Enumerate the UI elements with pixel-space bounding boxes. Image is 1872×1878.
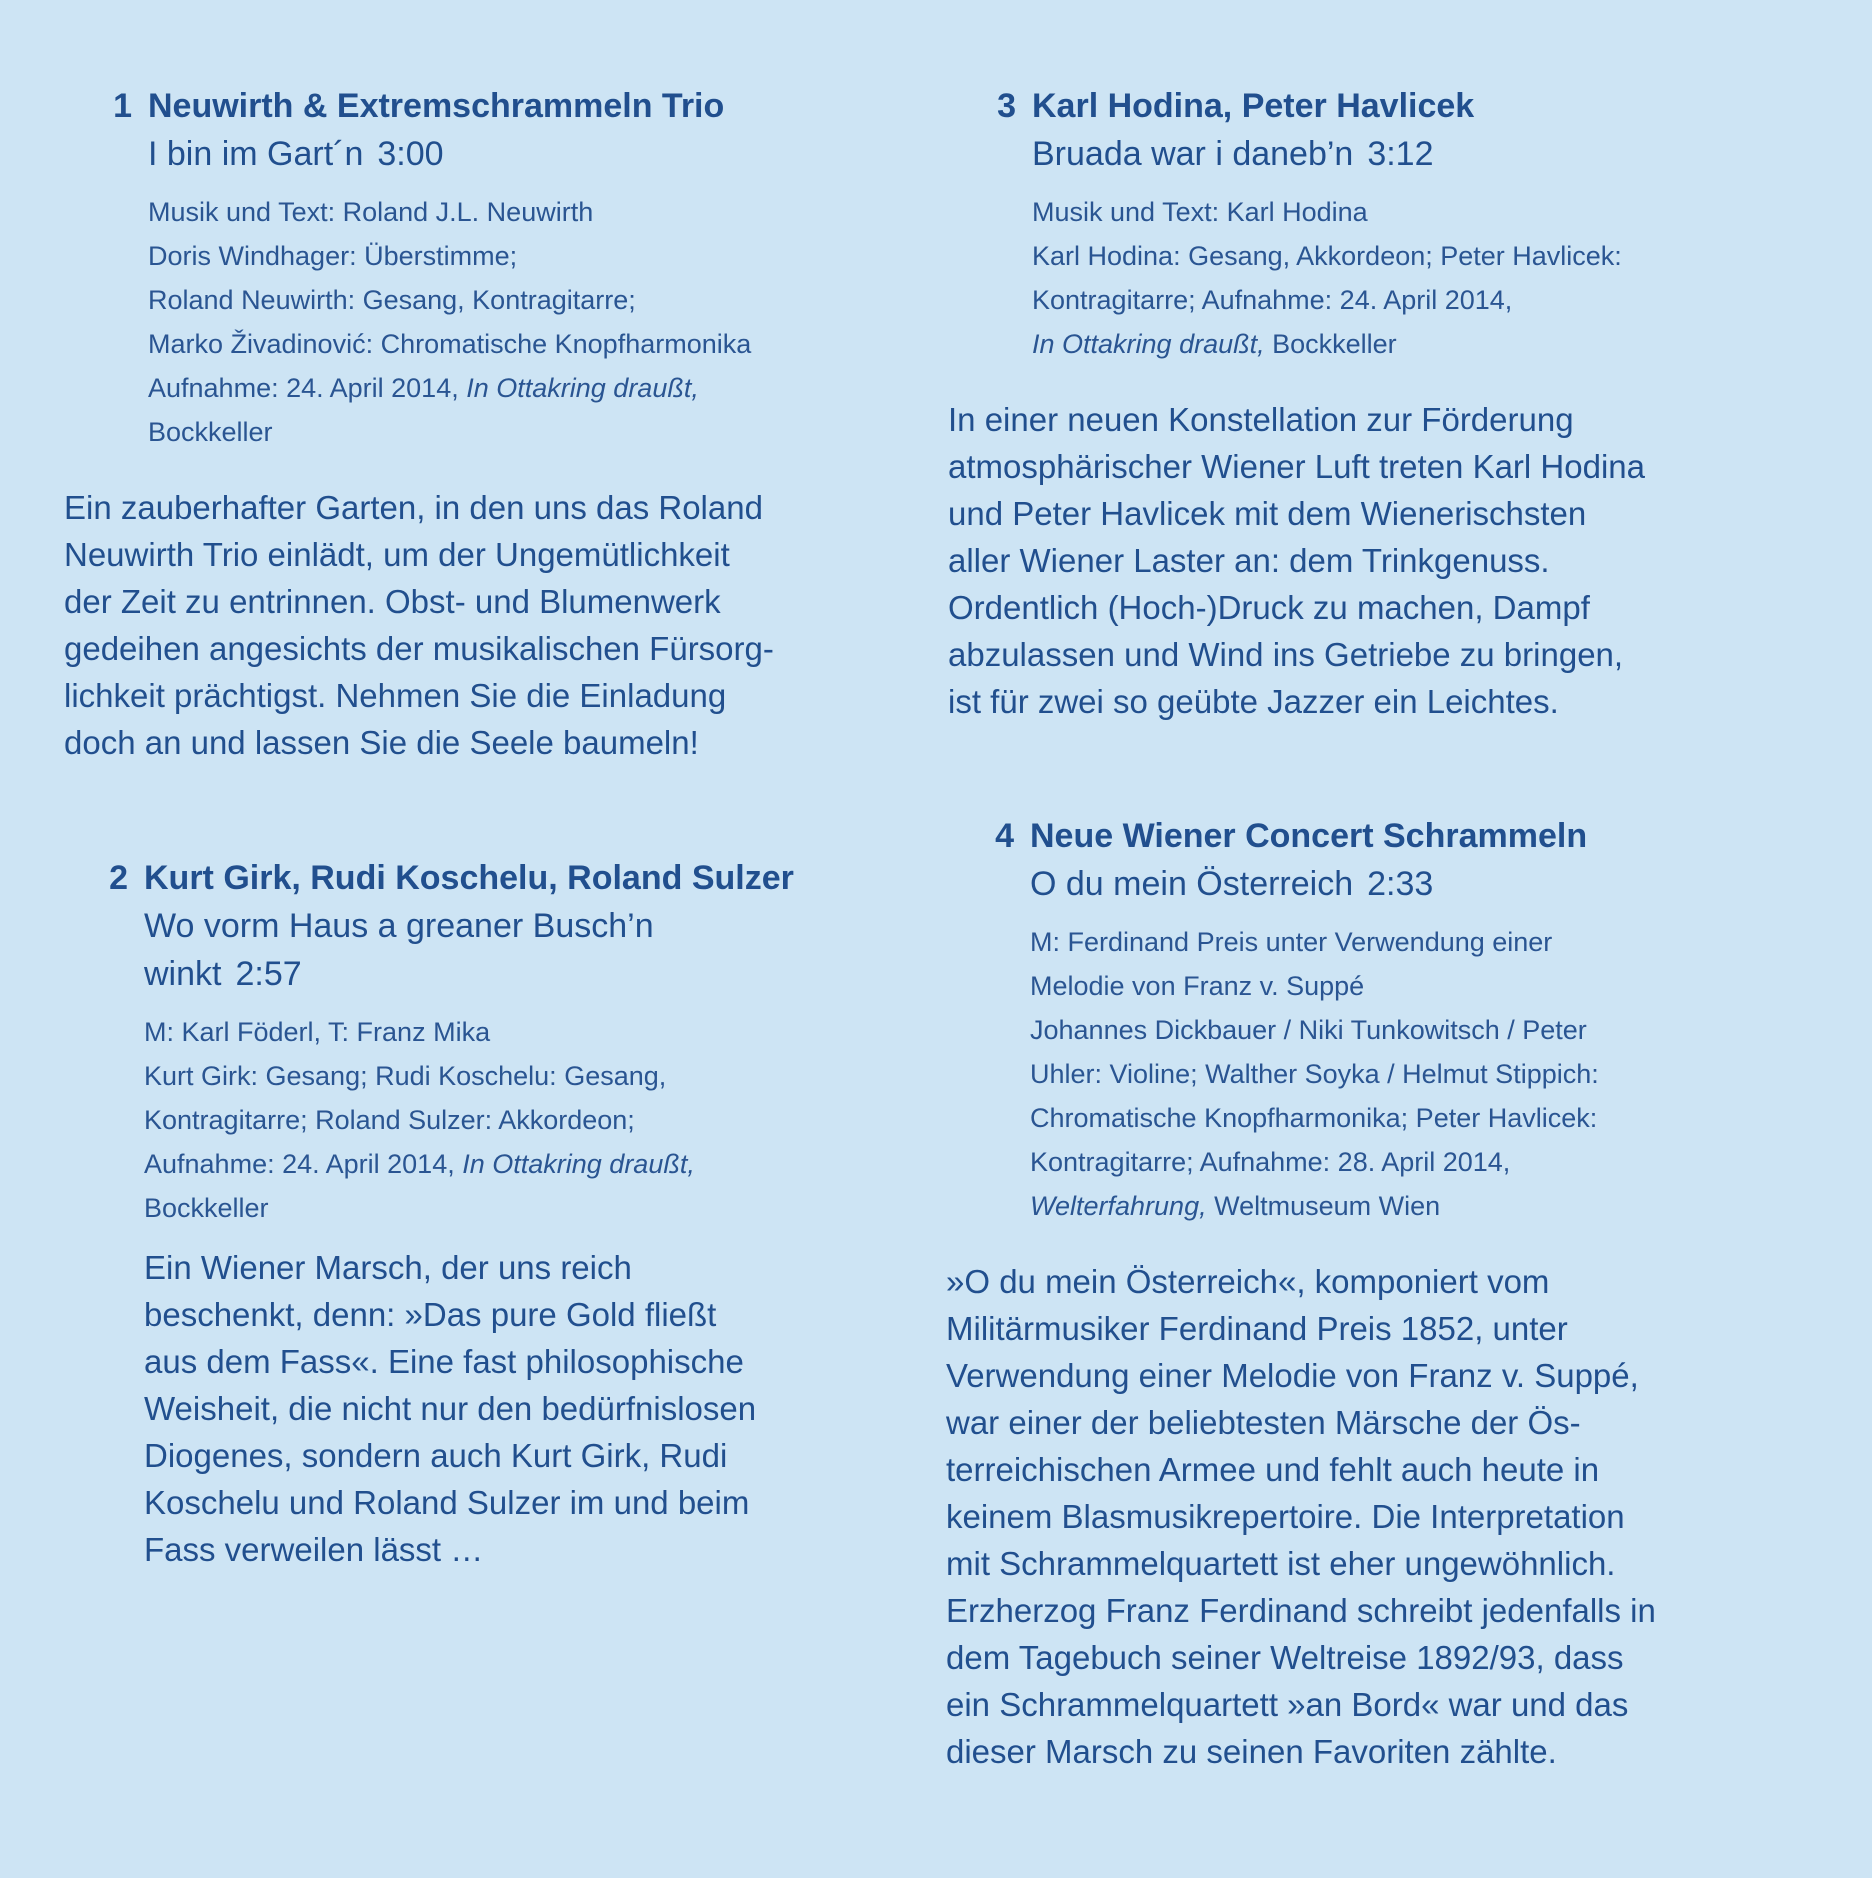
track-credits (968, 190, 1848, 366)
recording-venue: Weltmuseum Wien (1214, 1191, 1441, 1221)
track-description (64, 484, 924, 766)
track-title (144, 950, 920, 998)
track-title (148, 130, 924, 178)
credit-line: Karl Hodina: Gesang, Akkordeon; Peter Havlicek: (1032, 241, 1622, 271)
track-credits (84, 190, 924, 454)
description-line: abzulassen und Wind ins Getriebe zu bringen, (948, 636, 1624, 673)
description-line: Verwendung einer Melodie von Franz v. Suppé, (946, 1357, 1639, 1394)
credit-line: Marko Živadinović: Chromatische Knopfharmonika (148, 329, 752, 359)
track-title-text: Bruada war i daneb’n (1032, 135, 1354, 173)
description-line: Weisheit, die nicht nur den bedürfnislosen (144, 1390, 757, 1427)
track-header (968, 82, 1848, 178)
track-number: 3 (997, 87, 1016, 125)
credit-line: Roland Neuwirth: Gesang, Kontragitarre; (148, 285, 636, 315)
track-credits (80, 1010, 920, 1230)
credit-line: Uhler: Violine; Walther Soyka / Helmut Stippich: (1030, 1059, 1599, 1089)
track-4 (946, 812, 1846, 1775)
track-artist: Karl Hodina, Peter Havlicek (1032, 87, 1475, 125)
track-artist: Neuwirth & Extremschrammeln Trio (148, 87, 725, 125)
credit-line (1030, 1184, 1846, 1228)
credit-line: Kontragitarre; Roland Sulzer: Akkordeon; (144, 1105, 635, 1135)
recording-venue: Bockkeller (1272, 329, 1397, 359)
credit-line: Musik und Text: Karl Hodina (1032, 197, 1368, 227)
description-line: mit Schrammelquartett ist eher ungewöhnlich. (946, 1545, 1616, 1582)
track-duration: 3:12 (1367, 135, 1434, 173)
description-line: aller Wiener Laster an: dem Trinkgenuss. (948, 542, 1550, 579)
description-line: Neuwirth Trio einlädt, um der Ungemütlichkeit (64, 536, 730, 573)
credit-line (148, 366, 924, 410)
credit-line (144, 1142, 920, 1186)
description-line: Militärmusiker Ferdinand Preis 1852, unter (946, 1310, 1568, 1347)
credit-line: Doris Windhager: Überstimme; (148, 241, 518, 271)
track-title (1030, 860, 1846, 908)
track-2 (80, 854, 920, 1573)
recording-event: In Ottakring draußt, (1032, 329, 1265, 359)
track-header (966, 812, 1846, 908)
credit-line: Chromatische Knopfharmonika; Peter Havlicek: (1030, 1103, 1598, 1133)
description-line: Ein zauberhafter Garten, in den uns das Roland (64, 489, 763, 526)
description-line: beschenkt, denn: »Das pure Gold fließt (144, 1296, 717, 1333)
track-title-text: O du mein Österreich (1030, 865, 1354, 903)
description-line: Koschelu und Roland Sulzer im und beim (144, 1484, 750, 1521)
track-description (948, 396, 1848, 725)
recording-date: Aufnahme: 24. April 2014, (148, 373, 459, 403)
description-line: Ein Wiener Marsch, der uns reich (144, 1249, 632, 1286)
track-duration: 2:33 (1367, 865, 1434, 903)
track-title (1032, 130, 1848, 178)
track-number: 1 (113, 87, 132, 125)
track-title-text: I bin im Gart´n (148, 135, 364, 173)
track-1 (64, 82, 924, 766)
description-line: ist für zwei so geübte Jazzer ein Leichtes. (948, 683, 1559, 720)
description-line: keinem Blasmusikrepertoire. Die Interpretation (946, 1498, 1625, 1535)
recording-event: Welterfahrung, (1030, 1191, 1207, 1221)
recording-venue: Bockkeller (148, 417, 273, 447)
description-line: Diogenes, sondern auch Kurt Girk, Rudi (144, 1437, 728, 1474)
credit-line: Kurt Girk: Gesang; Rudi Koschelu: Gesang, (144, 1061, 667, 1091)
credit-line: Kontragitarre; Aufnahme: 28. April 2014, (1030, 1147, 1511, 1177)
credit-line: Kontragitarre; Aufnahme: 24. April 2014, (1032, 285, 1513, 315)
track-credits (966, 920, 1846, 1228)
credit-line: M: Karl Föderl, T: Franz Mika (144, 1017, 491, 1047)
description-line: »O du mein Österreich«, komponiert vom (946, 1263, 1550, 1300)
recording-venue: Bockkeller (144, 1193, 269, 1223)
track-header (80, 854, 920, 998)
track-title-line: Wo vorm Haus a greaner Busch’n (144, 907, 654, 945)
track-number: 2 (109, 859, 128, 897)
description-line: ein Schrammelquartett »an Bord« war und das (946, 1686, 1629, 1723)
recording-event: In Ottakring draußt, (462, 1149, 695, 1179)
description-line: aus dem Fass«. Eine fast philosophische (144, 1343, 744, 1380)
credit-line: M: Ferdinand Preis unter Verwendung einer (1030, 927, 1553, 957)
description-line: der Zeit zu entrinnen. Obst- und Blumenwerk (64, 583, 721, 620)
credit-line: Johannes Dickbauer / Niki Tunkowitsch / Peter (1030, 1015, 1587, 1045)
track-3 (948, 82, 1848, 725)
credit-line (1032, 322, 1848, 366)
track-artist: Neue Wiener Concert Schrammeln (1030, 817, 1588, 855)
description-line: Ordentlich (Hoch-)Druck zu machen, Dampf (948, 589, 1590, 626)
track-number: 4 (995, 817, 1014, 855)
track-title-text: winkt (144, 955, 222, 993)
recording-event: In Ottakring draußt, (466, 373, 699, 403)
track-description (946, 1258, 1846, 1775)
recording-date: Aufnahme: 24. April 2014, (144, 1149, 455, 1179)
track-duration: 3:00 (377, 135, 444, 173)
description-line: Erzherzog Franz Ferdinand schreibt jedenfalls in (946, 1592, 1656, 1629)
credit-line: Melodie von Franz v. Suppé (1030, 971, 1365, 1001)
description-line: gedeihen angesichts der musikalischen Fürsorg- (64, 630, 774, 667)
description-line: atmosphärischer Wiener Luft treten Karl Hodina (948, 448, 1645, 485)
credit-line: Musik und Text: Roland J.L. Neuwirth (148, 197, 594, 227)
track-duration: 2:57 (235, 955, 302, 993)
track-header (84, 82, 924, 178)
description-line: lichkeit prächtigst. Nehmen Sie die Einladung (64, 677, 727, 714)
description-line: Fass verweilen lässt … (144, 1531, 484, 1568)
track-artist: Kurt Girk, Rudi Koschelu, Roland Sulzer (144, 859, 794, 897)
description-line: dem Tagebuch seiner Weltreise 1892/93, dass (946, 1639, 1624, 1676)
description-line: und Peter Havlicek mit dem Wienerischsten (948, 495, 1587, 532)
track-description (80, 1244, 920, 1573)
description-line: terreichischen Armee und fehlt auch heute in (946, 1451, 1600, 1488)
description-line: war einer der beliebtesten Märsche der Ös- (946, 1404, 1581, 1441)
description-line: doch an und lassen Sie die Seele baumeln! (64, 724, 699, 761)
description-line: In einer neuen Konstellation zur Förderung (948, 401, 1574, 438)
description-line: dieser Marsch zu seinen Favoriten zählte. (946, 1733, 1557, 1770)
